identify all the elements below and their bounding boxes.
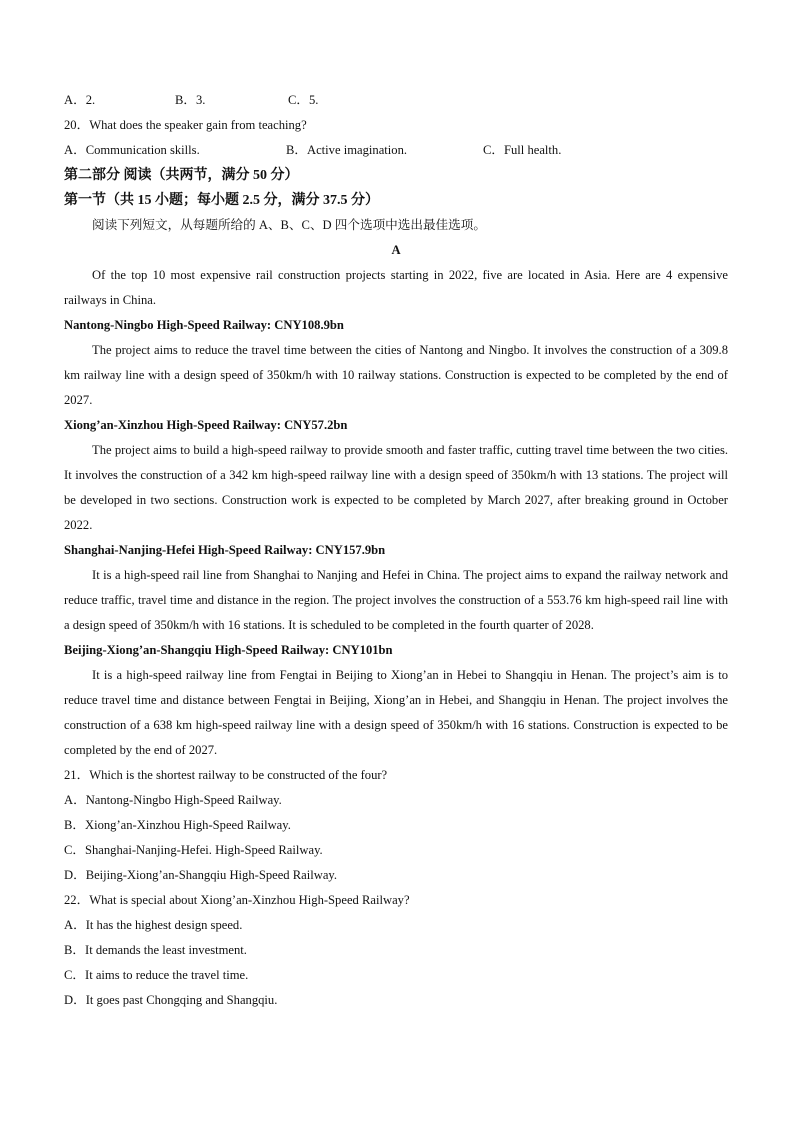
railway-text-shanghai-nanjing-hefei: It is a high-speed rail line from Shanghai to Nanjing and Hefei in China. The project aims to expand the railway network and reduce traffic, travel time and distance in the region. The project involves the construction of a 553.76 km high-speed rail line with a design speed of 350km/h with 16 stations. It is scheduled to be completed in the fourth quarter of 2028.: [64, 568, 728, 632]
q21-option-a: A．Nantong-Ningbo High-Speed Railway.: [64, 793, 282, 807]
exam-page: [64, 88, 728, 1013]
q19-option-c: C．5.: [288, 93, 319, 107]
q19-option-b: B．3.: [175, 93, 206, 107]
section1-title: 第一节（共 15 小题；每小题 2.5 分，满分 37.5 分）: [64, 193, 379, 208]
q20-question: 20．What does the speaker gain from teaching?: [64, 118, 307, 132]
passage-label: A: [391, 243, 401, 257]
railway-text-nantong-ningbo: The project aims to reduce the travel time between the cities of Nantong and Ningbo. It involves the construction of a 309.8 km railway line with a design speed of 350km/h with 10 railway stations. Construction is expected to be completed by the end of 2027.: [64, 343, 728, 407]
railway-title-shanghai-nanjing-hefei: Shanghai-Nanjing-Hefei High-Speed Railway: CNY157.9bn: [64, 543, 386, 557]
q21-option-d: D．Beijing-Xiong’an-Shangqiu High-Speed Railway.: [64, 868, 338, 882]
q19-option-a: A．2.: [64, 93, 96, 107]
q21-option-c: C．Shanghai-Nanjing-Hefei. High-Speed Railway.: [64, 843, 323, 857]
passage-intro: Of the top 10 most expensive rail construction projects starting in 2022, five are located in Asia. Here are 4 expensive railways in China.: [64, 268, 728, 307]
q22-question: 22．What is special about Xiong’an-Xinzhou High-Speed Railway?: [64, 893, 410, 907]
q22-option-c: C．It aims to reduce the travel time.: [64, 968, 249, 982]
q22-option-b: B．It demands the least investment.: [64, 943, 247, 957]
q20-options: [64, 138, 728, 163]
reading-instruction: 阅读下列短文，从每题所给的 A、B、C、D 四个选项中选出最佳选项。: [92, 218, 486, 232]
railway-text-beijing-xiongan-shangqiu: It is a high-speed railway line from Fengtai in Beijing to Xiong’an in Hebei to Shangqiu in Henan. The project’s aim is to reduce travel time and distance between Fengtai in Beijing, Xiong’an in Hebei, and Shangqiu in Henan. The project involves the construction of a 638 km high-speed railway line with a design speed of 350km/h with 16 stations. Construction is expected to be completed by the end of 2027.: [64, 668, 728, 757]
q20-option-a: A．Communication skills.: [64, 143, 200, 157]
railway-title-xiongan-xinzhou: Xiong’an-Xinzhou High-Speed Railway: CNY57.2bn: [64, 418, 348, 432]
railway-title-beijing-xiongan-shangqiu: Beijing-Xiong’an-Shangqiu High-Speed Railway: CNY101bn: [64, 643, 393, 657]
q21-question: 21．Which is the shortest railway to be constructed of the four?: [64, 768, 388, 782]
railway-text-xiongan-xinzhou: The project aims to build a high-speed railway to provide smooth and faster traffic, cutting travel time between the two cities. It involves the construction of a 342 km high-speed railway line with a design speed of 350km/h with 13 stations. The project will be developed in two sections. Construction work is expected to be completed by March 2027, after breaking ground in October 2022.: [64, 443, 728, 532]
q20-option-c: C．Full health.: [483, 143, 562, 157]
q19-options: [64, 88, 728, 113]
railway-title-nantong-ningbo: Nantong-Ningbo High-Speed Railway: CNY108.9bn: [64, 318, 344, 332]
q21-option-b: B．Xiong’an-Xinzhou High-Speed Railway.: [64, 818, 291, 832]
part2-title: 第二部分 阅读（共两节，满分 50 分）: [64, 168, 299, 183]
q22-option-d: D．It goes past Chongqing and Shangqiu.: [64, 993, 278, 1007]
q22-option-a: A．It has the highest design speed.: [64, 918, 243, 932]
q20-option-b: B．Active imagination.: [286, 143, 408, 157]
